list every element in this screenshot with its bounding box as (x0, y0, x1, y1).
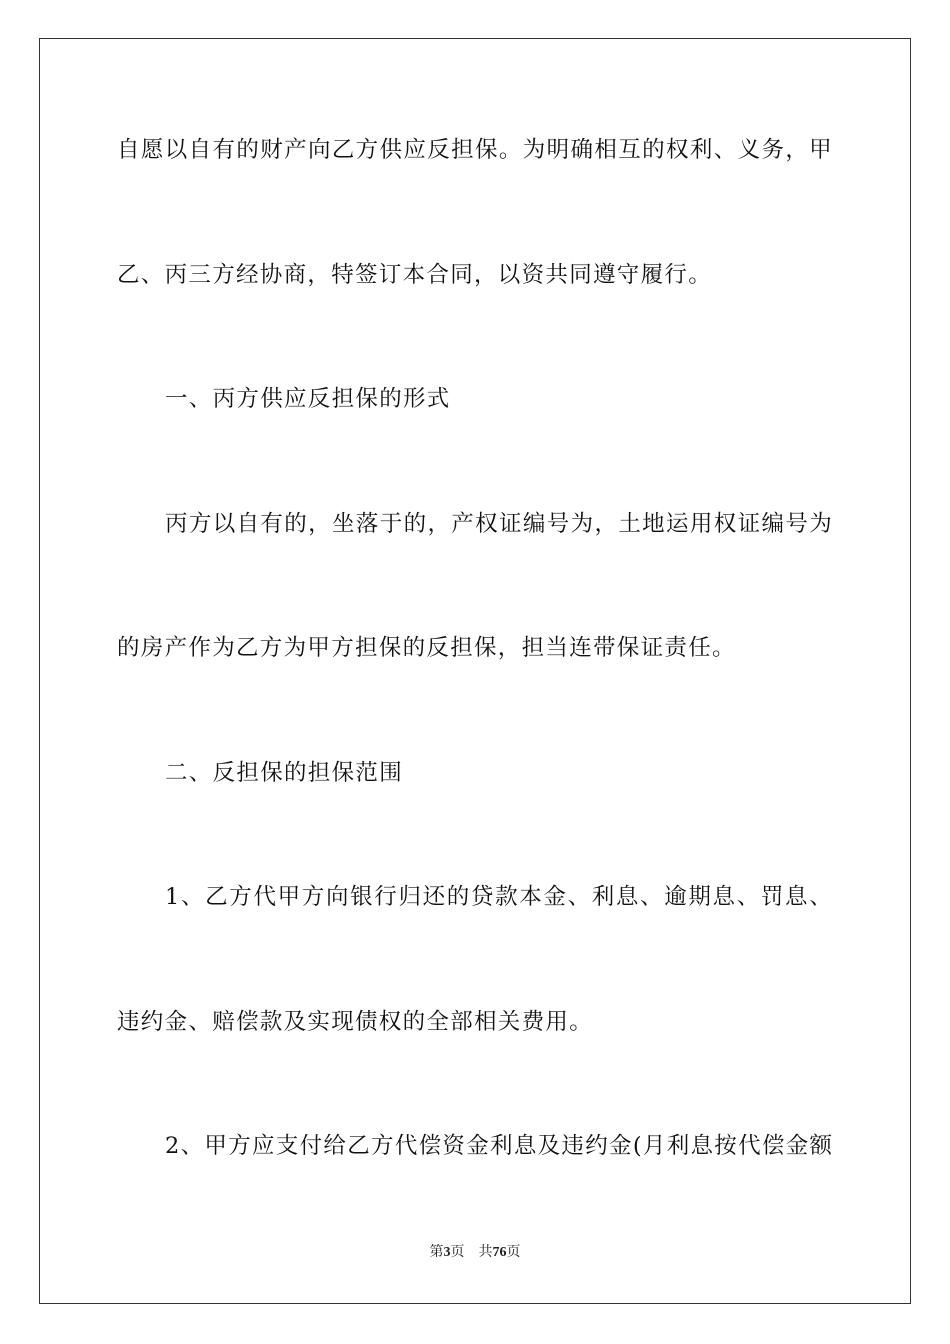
list-item: 2、甲方应支付给乙方代偿资金利息及违约金(月利息按代偿金额 (165, 1133, 833, 1159)
paragraph-line: 乙、丙三方经协商，特签订本合同，以资共同遵守履行。 (117, 262, 713, 288)
page-footer (0, 1244, 950, 1262)
total-pages: 76 (492, 1245, 507, 1260)
paragraph-line: 违约金、赔偿款及实现债权的全部相关费用。 (117, 1009, 594, 1035)
page-suffix: 页 (450, 1245, 465, 1260)
paragraph-line: 的房产作为乙方为甲方担保的反担保，担当连带保证责任。 (117, 635, 736, 661)
section-heading: 一、丙方供应反担保的形式 (165, 386, 451, 412)
total-suffix: 页 (506, 1245, 521, 1260)
section-heading: 二、反担保的担保范围 (165, 760, 404, 786)
page-prefix: 第 (429, 1245, 444, 1260)
page-number: 3 (443, 1245, 451, 1260)
page-border (39, 38, 911, 1304)
list-item: 1、乙方代甲方向银行归还的贷款本金、利息、逾期息、罚息、 (165, 884, 833, 910)
paragraph-line: 丙方以自有的，坐落于的，产权证编号为，土地运用权证编号为 (165, 511, 833, 537)
total-prefix: 共 (478, 1245, 493, 1260)
paragraph-line: 自愿以自有的财产向乙方供应反担保。为明确相互的权利、义务，甲 (117, 137, 833, 163)
